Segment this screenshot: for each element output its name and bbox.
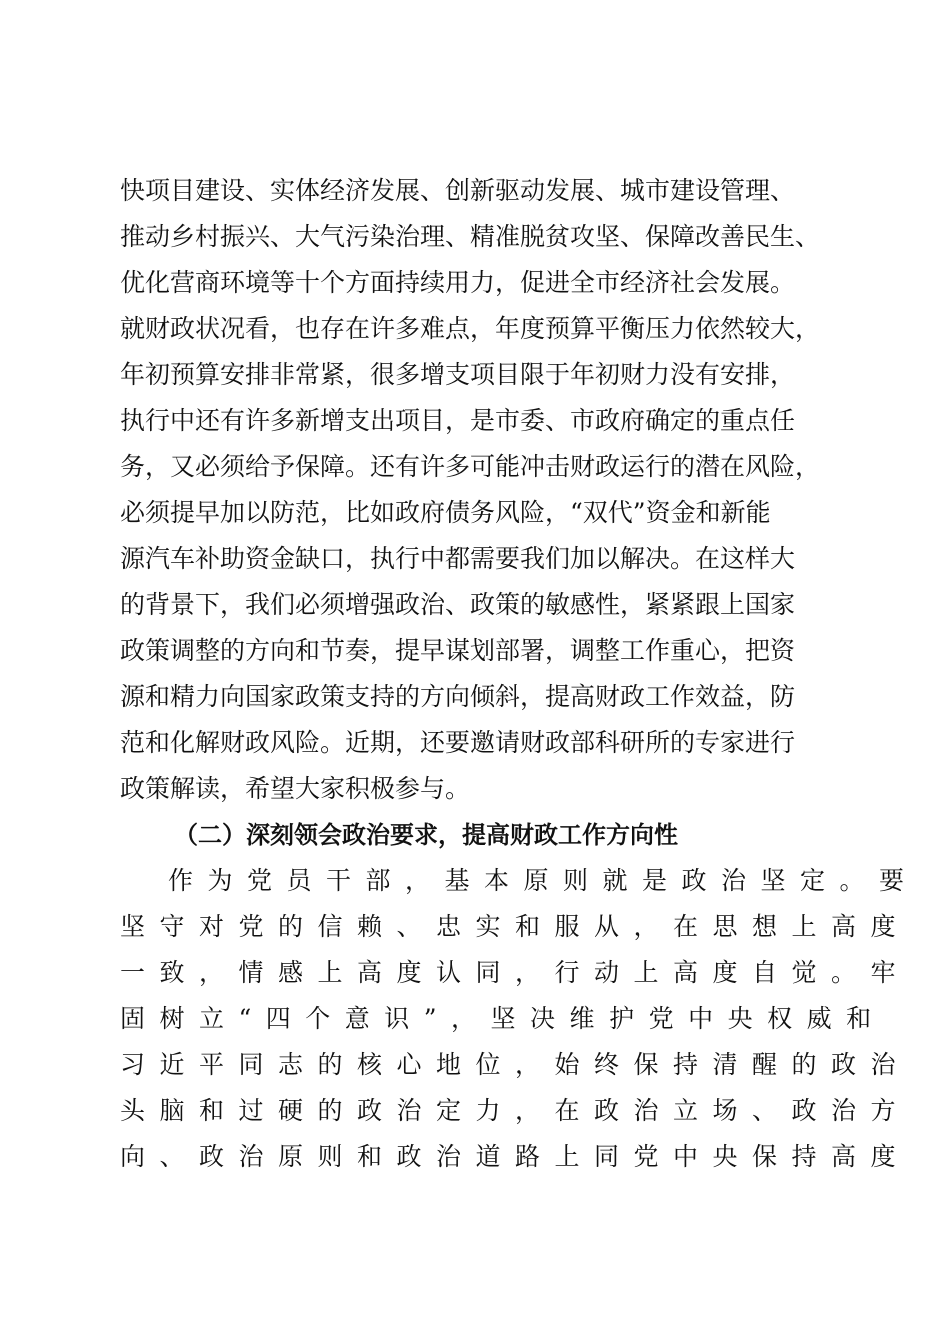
- paragraph-line: 坚守对党的信赖、忠实和服从，在思想上高度: [120, 912, 911, 941]
- paragraph-line: 年初预算安排非常紧，很多增支项目限于年初财力没有安排，: [120, 360, 796, 389]
- paragraph-line: 作为党员干部，基本原则就是政治坚定。要: [168, 866, 919, 895]
- paragraph-line: 一致，情感上高度认同，行动上高度自觉。牢: [120, 958, 911, 987]
- paragraph-line: 源汽车补助资金缺口，执行中都需要我们加以解决。在这样大: [120, 544, 796, 573]
- paragraph-line: 就财政状况看，也存在许多难点，年度预算平衡压力依然较大，: [120, 314, 821, 343]
- paragraph-line: 政策调整的方向和节奏，提早谋划部署，调整工作重心，把资: [120, 636, 796, 665]
- paragraph-line: 必须提早加以防范，比如政府债务风险，“双代”资金和新能: [120, 498, 771, 527]
- paragraph-line: 快项目建设、实体经济发展、创新驱动发展、城市建设管理、: [120, 176, 796, 205]
- paragraph-line: 政策解读，希望大家积极参与。: [120, 774, 471, 803]
- paragraph-line: 向、政治原则和政治道路上同党中央保持高度: [120, 1142, 911, 1171]
- paragraph-line: 范和化解财政风险。近期，还要邀请财政部科研所的专家进行: [120, 728, 796, 757]
- document-body: [120, 168, 919, 1180]
- paragraph-line: 的背景下，我们必须增强政治、政策的敏感性，紧紧跟上国家: [120, 590, 796, 619]
- paragraph-line: 执行中还有许多新增支出项目，是市委、市政府确定的重点任: [120, 406, 796, 435]
- paragraph-line: 源和精力向国家政策支持的方向倾斜，提高财政工作效益，防: [120, 682, 796, 711]
- section-heading: （二）深刻领会政治要求，提高财政工作方向性: [174, 821, 678, 849]
- paragraph-line: 务，又必须给予保障。还有许多可能冲击财政运行的潜在风险，: [120, 452, 821, 481]
- paragraph-line: 推动乡村振兴、大气污染治理、精准脱贫攻坚、保障改善民生、: [120, 222, 821, 251]
- paragraph-line: 优化营商环境等十个方面持续用力，促进全市经济社会发展。: [120, 268, 796, 297]
- paragraph-line: 固树立“四个意识”，坚决维护党中央权威和: [120, 1004, 886, 1033]
- paragraph-line: 头脑和过硬的政治定力，在政治立场、政治方: [120, 1096, 911, 1125]
- paragraph-line: 习近平同志的核心地位，始终保持清醒的政治: [120, 1050, 911, 1079]
